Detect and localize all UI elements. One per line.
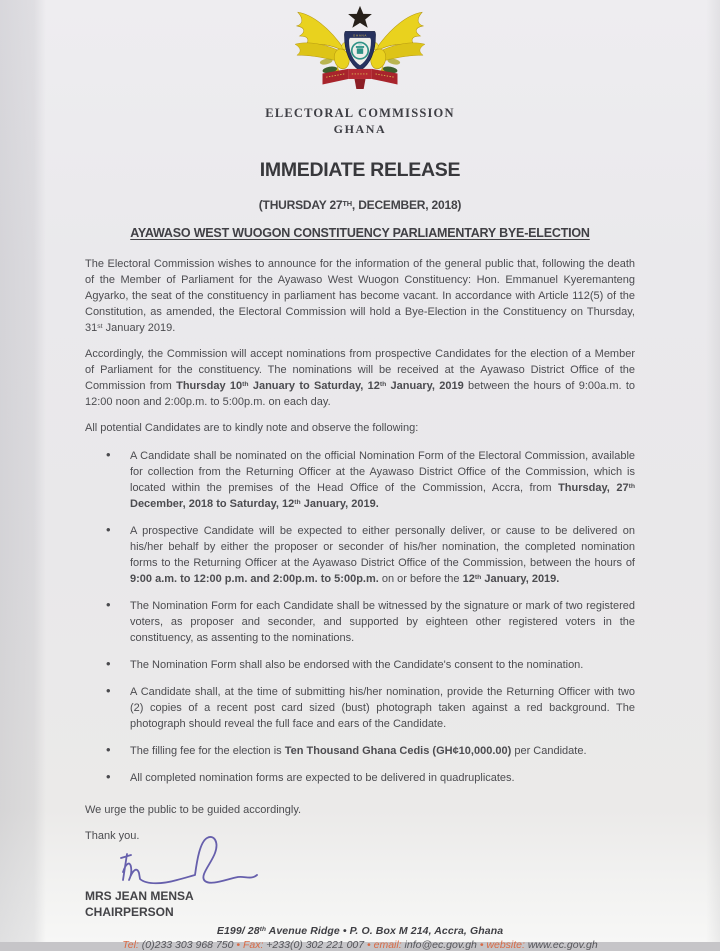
bullet-list <box>85 448 635 786</box>
bullet-item-consent: • The Nomination Form shall also be endorsed with the Candidate's consent to the nomination. <box>85 657 635 673</box>
electoral-commission-crest-icon <box>291 4 429 100</box>
footer-contacts: Tel: (0)233 303 968 750 • Fax: +233(0) 302 221 007 • email: info@ec.gov.gh • website: www.ec.gov.gh <box>122 939 598 951</box>
paragraph-note-intro: All potential Candidates are to kindly note and observe the following: <box>85 422 419 434</box>
svg-text:GHANA: GHANA <box>352 33 368 38</box>
paragraph-nominations: Accordingly, the Commission will accept nominations from prospective Candidates for the election of a Member of Parliament for the constituency. The nominations will be received at the Ayawaso District Office of the Commission from Thursday 10th January to Saturday, 12th January, 2019 between the hours of 9:00a.m. to 12:00 noon and 2:00p.m. to 5:00p.m. on each day. <box>85 348 636 408</box>
signature-block <box>85 854 720 920</box>
signatory-name: MRS JEAN MENSA <box>85 889 194 903</box>
bullet-item-nomination-form: • A Candidate shall be nominated on the official Nomination Form of the Electoral Commission, available for collection from the Returning Officer at the Ayawaso District Office of the Commission, which is located within the premises of the Head Office of the Commission, Accra, from Thursday, 27th December, 2018 to Saturday, 12th January, 2019. <box>85 448 635 512</box>
headline: AYAWASO WEST WUOGON CONSTITUENCY PARLIAMENTARY BYE-ELECTION <box>130 226 590 240</box>
footer-address: E199/ 28th Avenue Ridge • P. O. Box M 214, Accra, Ghana <box>216 925 504 937</box>
org-country: GHANA <box>333 122 387 136</box>
bullet-item-witnesses: • The Nomination Form for each Candidate shall be witnessed by the signature or mark of two registered voters, as proposer and seconder, and supported by eighteen other registered voters in the constituency, as assenting to the nominations. <box>85 598 635 646</box>
release-date: (THURSDAY 27TH, DECEMBER, 2018) <box>258 198 462 212</box>
bullet-item-quadruplicates: • All completed nomination forms are expected to be delivered in quadruplicates. <box>85 770 635 786</box>
bullet-item-delivery: • A prospective Candidate will be expected to either personally deliver, or cause to be delivered on his/her behalf by either the proposer or seconder of his/her nomination, the completed nomination forms to the Returning Officer at the Ayawaso District Office of the Commission, between the hours of 9:00 a.m. to 12:00 p.m. and 2:00p.m. to 5:00p.m. on or before the 12th January, 2019. <box>85 523 635 587</box>
bullet-item-photograph: • A Candidate shall, at the time of submitting his/her nomination, provide the Returning Officer with two (2) copies of a recent post card sized (bust) photograph taken against a red background. The photograph should reveal the full face and ears of the Candidate. <box>85 684 635 732</box>
handwritten-signature <box>111 832 269 890</box>
document-body <box>85 256 635 844</box>
black-star <box>348 6 372 28</box>
signatory-title: CHAIRPERSON <box>85 905 174 919</box>
org-name: ELECTORAL COMMISSION <box>265 106 455 120</box>
letterhead-footer <box>0 925 720 951</box>
thanks-line: Thank you. <box>85 830 140 842</box>
paragraph-announcement: The Electoral Commission wishes to announce for the information of the general public that, following the death of the Member of Parliament for the Ayawaso West Wuogon Constituency: Hon. Emmanuel Kyeremanteng Agyarko, the seat of the constituency in parliament has become vacant. In accordance with Article 112(5) of the Constitution, as amended, the Electoral Commission will hold a Bye-Election in the Constituency on Thursday, 31st January 2019. <box>85 258 635 334</box>
masthead <box>0 0 720 137</box>
closing-line: We urge the public to be guided accordingly. <box>85 804 302 816</box>
bullet-item-filing-fee: • The filling fee for the election is Ten Thousand Ghana Cedis (GH¢10,000.00) per Candidate. <box>85 743 635 759</box>
release-title: IMMEDIATE RELEASE <box>259 159 461 181</box>
